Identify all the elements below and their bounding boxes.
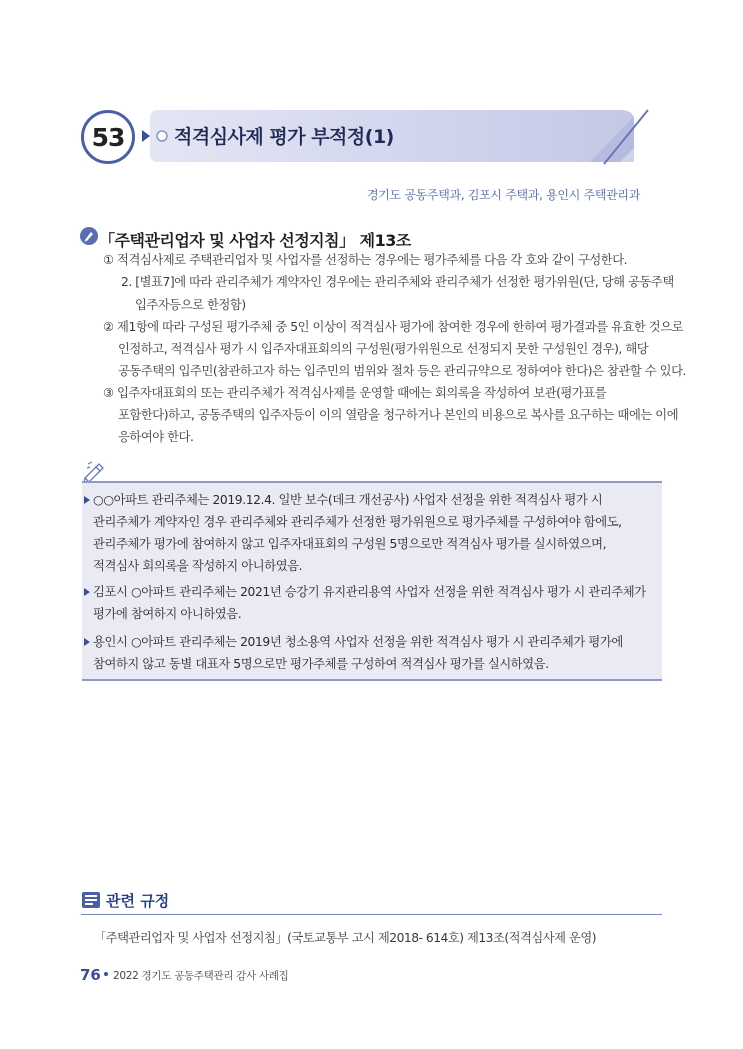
bullet-triangle-icon: [84, 638, 90, 646]
regulation-line: 2. [별표7]에 따라 관리주체가 계약자인 경우에는 관리주체와 관리주체가 선정한 평가위원(단, 당해 공동주택: [121, 275, 674, 289]
finding-line: 김포시 ○아파트 관리주체는 2021년 승강기 유지관리용역 사업자 선정을 위한 적격심사 평가 시 관리주체가: [93, 585, 646, 599]
findings-box: [82, 481, 662, 681]
publication-title: 2022 경기도 공동주택관리 감사 사례집: [113, 970, 289, 982]
regulation-line: 인정하고, 적격심사 평가 시 입주자대표회의의 구성원(평가위원으로 선정되지 못한 구성원인 경우), 해당: [118, 342, 649, 356]
departments: 경기도 공동주택과, 김포시 주택과, 용인시 주택관리과: [366, 188, 640, 202]
finding-line: 적격심사 회의록을 작성하지 아니하였음.: [93, 559, 303, 573]
regulation-line: 공동주택의 입주민(참관하고자 하는 입주민의 범위와 절차 등은 관리규약으로 정하여야 한다)은 참관할 수 있다.: [118, 364, 686, 378]
divider: [81, 914, 662, 915]
finding-line: ○○아파트 관리주체는 2019.12.4. 일반 보수(데크 개선공사) 사업자 선정을 위한 적격심사 평가 시: [93, 493, 603, 507]
regulation-line: 포함한다)하고, 공동주택의 입주자등이 이의 열람을 청구하거나 본인의 비용으로 복사를 요구하는 때에는 이에: [118, 408, 679, 422]
pen-icon: [79, 226, 99, 246]
bullet-triangle-icon: [84, 496, 90, 504]
related-rules-text: 「주택관리업자 및 사업자 선정지침」(국토교통부 고시 제2018- 614호) 제13조(적격심사제 운영): [94, 931, 597, 945]
regulation-line: 입주자등으로 한정함): [135, 298, 246, 312]
page-number: 76: [80, 966, 101, 984]
finding-line: 관리주체가 평가에 참여하지 않고 입주자대표회의 구성원 5명으로만 적격심사 평가를 실시하였으며,: [93, 537, 607, 551]
regulation-line: ① 적격심사제로 주택관리업자 및 사업자를 선정하는 경우에는 평가주체를 다음 각 호와 같이 구성한다.: [103, 253, 628, 267]
finding-line: 평가에 참여하지 아니하였음.: [93, 607, 242, 621]
banner-slash-decoration: [600, 108, 650, 166]
related-rules-heading: 관련 규정: [106, 892, 170, 910]
case-number: 53: [91, 122, 125, 152]
regulation-line: 응하여야 한다.: [118, 430, 194, 444]
finding-line: 관리주체가 계약자인 경우 관리주체와 관리주체가 선정한 평가위원으로 평가주체를 구성하여야 함에도,: [93, 515, 622, 529]
regulation-heading: 「주택관리업자 및 사업자 선정지침」 제13조: [99, 231, 411, 250]
regulation-line: ③ 입주자대표회의 또는 관리주체가 적격심사제를 운영할 때에는 회의록을 작성하여 보관(평가표를: [103, 386, 607, 400]
regulation-line: ② 제1항에 따라 구성된 평가주체 중 5인 이상이 적격심사 평가에 참여한 경우에 한하여 평가결과를 유효한 것으로: [103, 320, 684, 334]
footer-dot: [104, 972, 108, 976]
case-title: 적격심사제 평가 부적정(1): [174, 126, 394, 148]
finding-line: 용인시 ○아파트 관리주체는 2019년 청소용역 사업자 선정을 위한 적격심사 평가 시 관리주체가 평가에: [93, 635, 623, 649]
finding-line: 참여하지 않고 동별 대표자 5명으로만 평가주체를 구성하여 적격심사 평가를 실시하였음.: [93, 657, 549, 671]
bullet-dot-icon: [156, 130, 168, 142]
bullet-triangle-icon: [84, 588, 90, 596]
book-icon: [81, 891, 101, 909]
case-number-badge: [81, 110, 135, 164]
arrow-icon: [141, 129, 151, 143]
